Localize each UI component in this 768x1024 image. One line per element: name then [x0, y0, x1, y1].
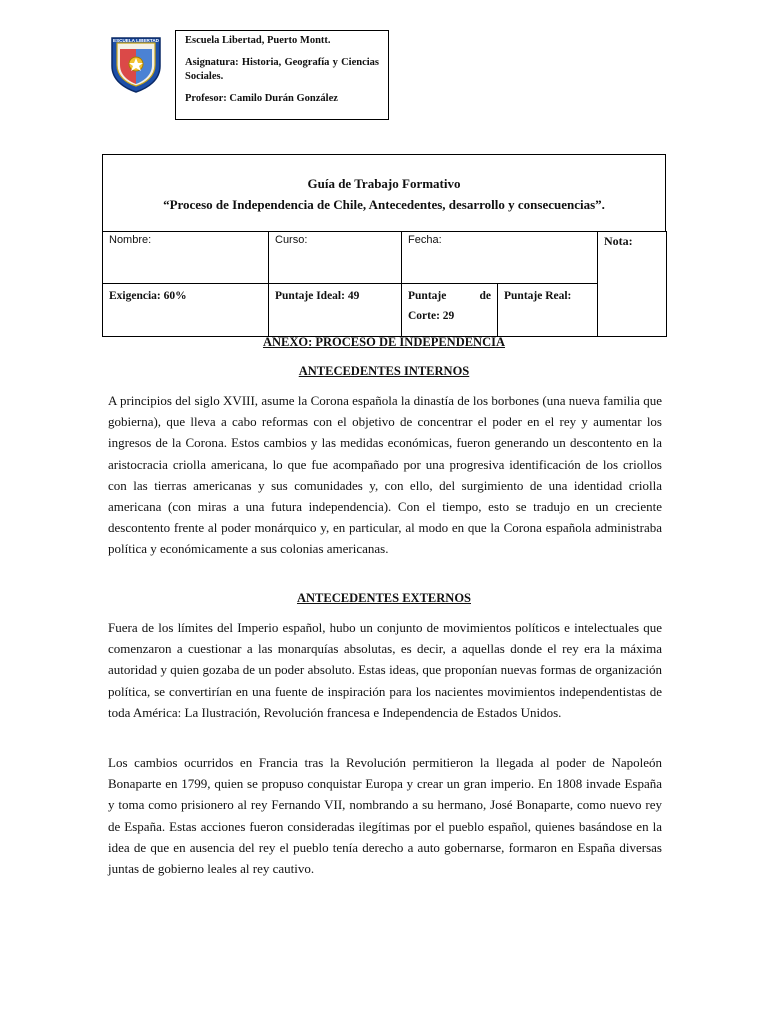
course-field[interactable]: Curso: — [269, 232, 402, 284]
guide-subtitle: “Proceso de Independencia de Chile, Antecedentes, desarrollo y consecuencias”. — [163, 197, 605, 212]
grade-field[interactable]: Nota: — [598, 232, 667, 337]
subject-name: Asignatura: Historia, Geografía y Ciencias Sociales. — [185, 57, 379, 82]
internal-paragraph: A principios del siglo XVIII, asume la Corona española la dinastía de los borbones (una nueva familia que gobierna), que lleva a cabo reformas con el objetivo de concentrar el poder en el rey y aumentar los ingresos de la Corona. Estos cambios y las medidas económicas, fueron generando un descontento en la aristocracia criolla americana, lo que fue acompañado por una progresiva identificación de los criollos con las tierras americanas y sus comunidades y, con ello, del surgimiento de una identidad criolla americana (con miras a una futura independencia). Con el tiempo, esto se tradujo en un creciente descontento frente al poder monárquico y, en particular, al modo en que la Corona española administraba política y económicamente a sus colonias americanas. — [108, 393, 662, 557]
date-field[interactable]: Fecha: — [402, 232, 598, 284]
internal-heading: ANTECEDENTES INTERNOS — [298, 364, 470, 378]
guide-title: Guía de Trabajo Formativo — [307, 176, 461, 191]
ideal-score-cell: Puntaje Ideal: 49 — [269, 284, 402, 337]
requirement-cell: Exigencia: 60% — [103, 284, 269, 337]
school-info-box — [175, 30, 389, 120]
logo-lettering: ESCUELA LIBERTAD — [113, 38, 159, 43]
student-info-table — [102, 231, 667, 337]
external-paragraph-2: Los cambios ocurridos en Francia tras la Revolución permitieron la llegada al poder de Napoleón Bonaparte en 1799, quien se propuso conquistar Europa y crear un gran imperio. En 1808 invade España y toma como prisionero al rey Fernando VII, nombrando a su hermano, José Bonaparte, como nuevo rey de España. Estas acciones fueron consideradas ilegítimas por el pueblo español, quienes basándose en la idea de que en ausencia del rey el pueblo tenía derecho a auto gobernarse, formaron en España diversas juntas de gobierno leales al rey cautivo. — [108, 755, 662, 877]
external-heading: ANTECEDENTES EXTERNOS — [296, 591, 471, 605]
real-score-cell[interactable]: Puntaje Real: — [498, 284, 598, 337]
cutoff-score-cell: Puntaje de Corte: 29 — [402, 284, 498, 337]
annex-title: ANEXO: PROCESO DE INDEPENDENCIA — [262, 335, 506, 349]
external-paragraph-1: Fuera de los límites del Imperio español, hubo un conjunto de movimientos políticos e intelectuales que comenzaron a cuestionar a las monarquías absolutas, es decir, a aquellas donde el rey era la máxima autoridad y quien gozaba de un poder absoluto. Estas ideas, que proponían nuevas formas de organización política, se convertirían en una fuente de inspiración para los nacientes movimientos independentistas de toda América: La Ilustración, Revolución francesa e Independencia de Estados Unidos. — [108, 620, 662, 720]
school-crest-logo — [108, 32, 164, 94]
teacher-name: Profesor: Camilo Durán González — [185, 93, 338, 104]
guide-title-box — [102, 154, 666, 231]
name-field[interactable]: Nombre: — [103, 232, 269, 284]
school-name: Escuela Libertad, Puerto Montt. — [185, 35, 331, 46]
